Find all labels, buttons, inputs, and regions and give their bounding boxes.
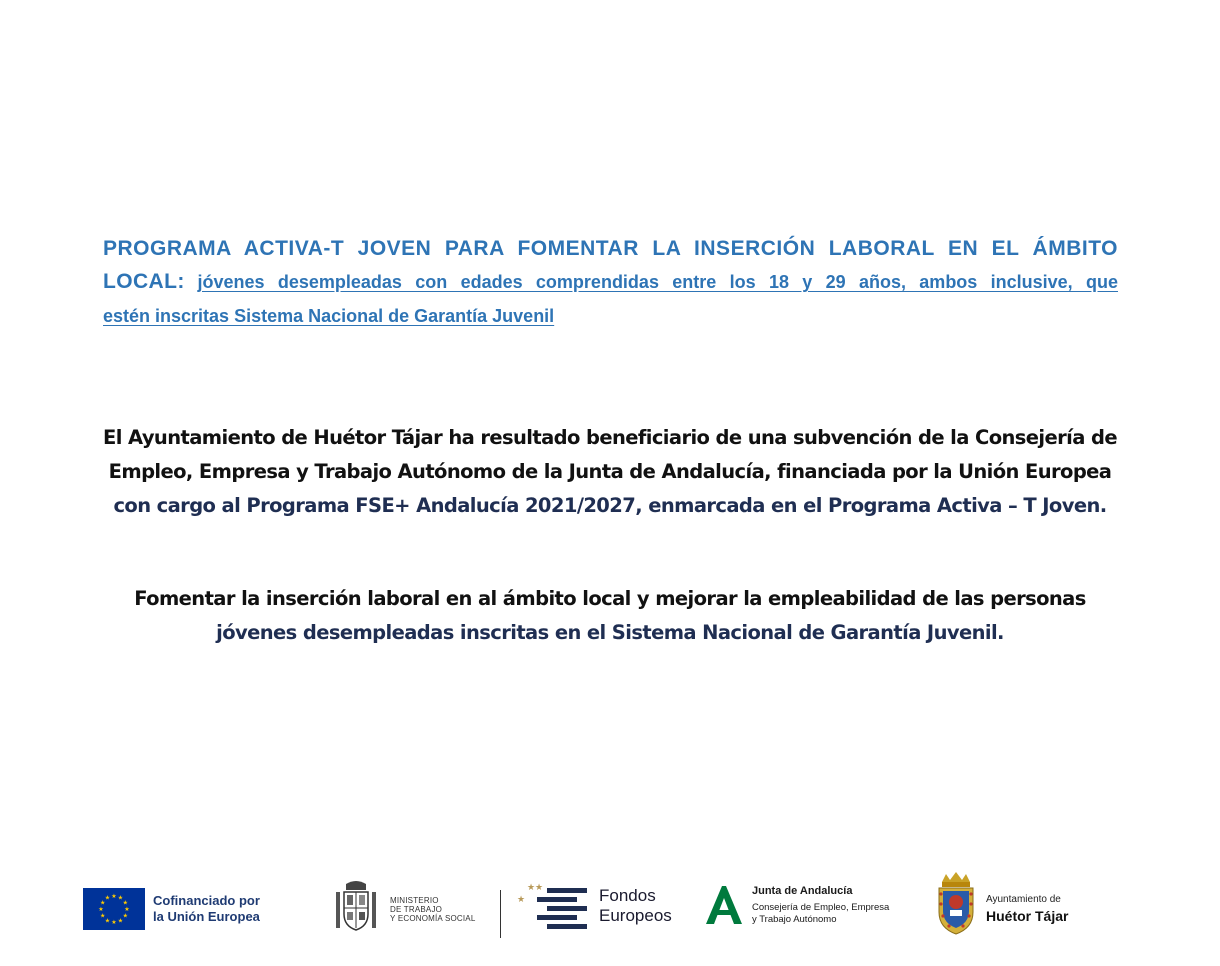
ayuntamiento-small-text: Ayuntamiento de [986, 894, 1061, 905]
svg-text:★: ★ [517, 895, 526, 905]
heading-line2 [103, 266, 1118, 300]
ministerio-text-line1: MINISTERIO [390, 896, 439, 905]
svg-text:★: ★ [122, 912, 128, 920]
fondos-europeos-text [599, 886, 699, 926]
svg-text:★: ★ [527, 883, 536, 893]
svg-text:★: ★ [98, 906, 104, 913]
junta-subtitle-line2: y Trabajo Autónomo [752, 914, 837, 925]
subsidy-paragraph [80, 421, 1140, 523]
svg-text:★: ★ [122, 899, 128, 907]
ministerio-divider [500, 890, 501, 938]
ministerio-text-line3: Y ECONOMÍA SOCIAL [390, 914, 476, 923]
objective-paragraph-line1: Fomentar la inserción laboral en al ámbito local y mejorar la empleabilidad de las personas [134, 587, 1086, 610]
junta-andalucia-icon [702, 884, 746, 926]
footer-logos [0, 868, 1220, 948]
svg-text:★: ★ [124, 906, 130, 913]
ministerio-text [390, 896, 500, 923]
junta-subtitle [752, 902, 889, 926]
subsidy-paragraph-line1: El Ayuntamiento de Huétor Tájar ha resultado beneficiario de una subvención de la Consejería de [103, 426, 1117, 449]
fondos-text-line2: Europeos [599, 906, 672, 925]
heading-line3 [103, 300, 1118, 334]
ayuntamiento-name: Huétor Tájar [986, 908, 1069, 924]
spain-coat-of-arms-icon [330, 878, 382, 934]
svg-text:★: ★ [111, 919, 117, 926]
heading-title-line1: PROGRAMA ACTIVA-T JOVEN PARA FOMENTAR LA INSERCIÓN LABORAL EN EL ÁMBITO [103, 237, 1118, 260]
subsidy-paragraph-line3: con cargo al Programa FSE+ Andalucía 2021/2027, enmarcada en el Programa Activa – T Joven. [113, 494, 1107, 517]
svg-text:★: ★ [111, 893, 117, 900]
ministerio-text-line2: DE TRABAJO [390, 905, 443, 914]
objective-paragraph-line2: jóvenes desempleadas inscritas en el Sistema Nacional de Garantía Juvenil. [216, 621, 1004, 644]
eu-flag-icon [83, 888, 145, 930]
svg-text:★: ★ [535, 883, 544, 893]
svg-text:★: ★ [100, 899, 106, 907]
svg-text:★: ★ [100, 912, 106, 920]
huetor-tajar-coat-of-arms-icon [936, 872, 976, 936]
document-heading [103, 232, 1118, 334]
subsidy-paragraph-line2: Empleo, Empresa y Trabajo Autónomo de la Junta de Andalucía, financiada por la Unión Europea [108, 460, 1112, 483]
eu-cofinanced-text [153, 893, 293, 925]
junta-subtitle-line1: Consejería de Empleo, Empresa [752, 902, 890, 913]
junta-title: Junta de Andalucía [752, 885, 853, 897]
svg-text:★: ★ [104, 894, 111, 902]
svg-text:★: ★ [117, 894, 124, 902]
svg-text:★: ★ [117, 917, 124, 925]
eu-text-line1: Cofinanciado por [153, 893, 260, 908]
svg-text:★: ★ [104, 917, 111, 925]
heading-subtitle-line3[interactable]: estén inscritas Sistema Nacional de Garantía Juvenil [103, 306, 555, 326]
fondos-text-line1: Fondos [599, 886, 656, 905]
objective-paragraph [80, 582, 1140, 650]
eu-text-line2: la Unión Europea [153, 909, 260, 924]
fondos-europeos-icon [517, 882, 591, 930]
heading-title-local: LOCAL: [103, 270, 185, 293]
heading-subtitle-line2[interactable]: jóvenes desempleadas con edades comprendidas entre los 18 y 29 años, ambos inclusive, que [197, 272, 1118, 292]
